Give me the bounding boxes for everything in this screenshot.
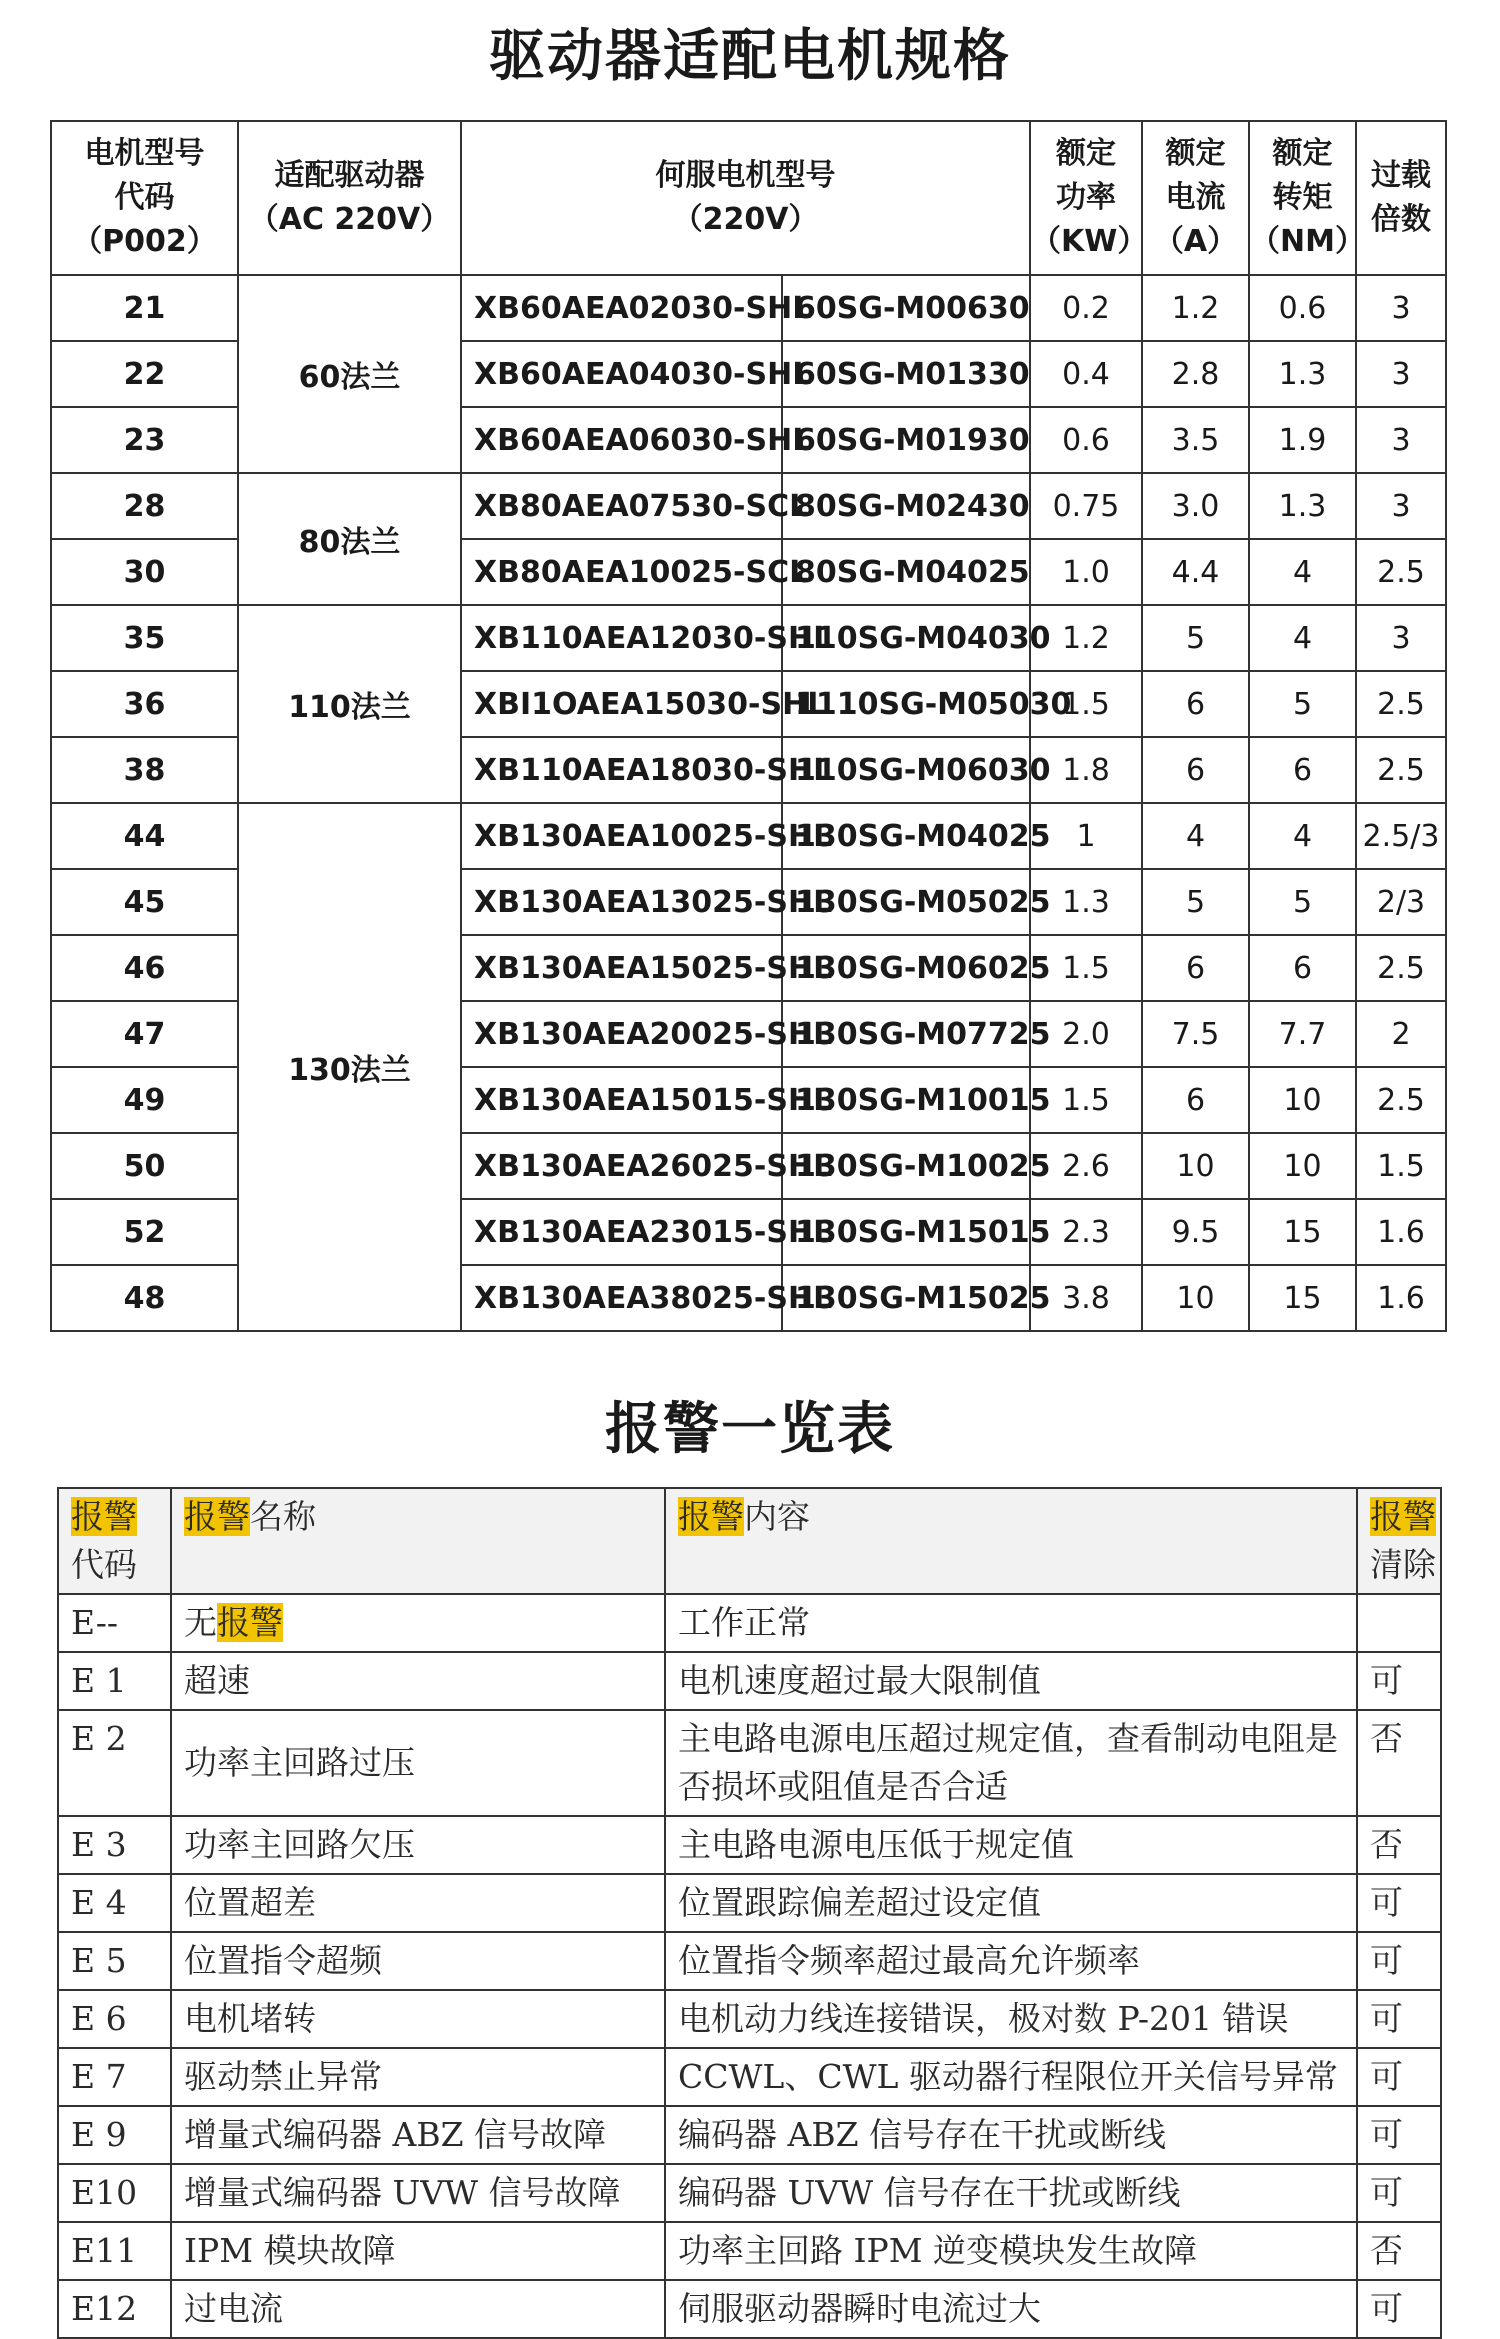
alarm-table — [57, 1487, 1442, 2339]
rated-current: 3.5 — [1142, 407, 1249, 473]
rated-power: 3.8 — [1030, 1265, 1142, 1331]
alarm-content: 工作正常 — [665, 1594, 1357, 1652]
motor-model-xb: XBI1OAEA15030-SHL — [461, 671, 782, 737]
alarm-code: E 9 — [58, 2106, 171, 2164]
motor-code: 23 — [51, 407, 238, 473]
motor-model-sg: 130SG-M15025 — [782, 1265, 1030, 1331]
alarm-row — [58, 1932, 1441, 1990]
rated-current: 1.2 — [1142, 275, 1249, 341]
motor-row — [51, 605, 1446, 671]
rated-power: 1.5 — [1030, 935, 1142, 1001]
overload-ratio: 3 — [1356, 407, 1446, 473]
overload-ratio: 2.5/3 — [1356, 803, 1446, 869]
alarm-code: E10 — [58, 2164, 171, 2222]
rated-current: 5 — [1142, 869, 1249, 935]
motor-model-sg: 130SG-M05025 — [782, 869, 1030, 935]
flange-size: 80法兰 — [238, 473, 461, 605]
alarm-code: E12 — [58, 2280, 171, 2338]
alarm-clear: 可 — [1357, 2280, 1441, 2338]
rated-current: 3.0 — [1142, 473, 1249, 539]
motor-spec-title: 驱动器适配电机规格 — [489, 24, 1011, 89]
rated-torque: 5 — [1249, 869, 1356, 935]
header-current: 额定 电流 （A） — [1142, 121, 1249, 275]
alarm-row — [58, 1816, 1441, 1874]
overload-ratio: 2.5 — [1356, 671, 1446, 737]
motor-code: 35 — [51, 605, 238, 671]
overload-ratio: 2.5 — [1356, 539, 1446, 605]
motor-code: 48 — [51, 1265, 238, 1331]
header-alarm-name: 报警名称 — [171, 1488, 665, 1594]
alarm-code: E 4 — [58, 1874, 171, 1932]
alarm-code: E-- — [58, 1594, 171, 1652]
motor-model-sg: 60SG-M01930 — [782, 407, 1030, 473]
rated-current: 2.8 — [1142, 341, 1249, 407]
motor-model-xb: XB60AEA04030-SHL — [461, 341, 782, 407]
rated-power: 0.2 — [1030, 275, 1142, 341]
rated-power: 1.2 — [1030, 605, 1142, 671]
alarm-name: 过电流 — [171, 2280, 665, 2338]
motor-row — [51, 473, 1446, 539]
alarm-code: E11 — [58, 2222, 171, 2280]
rated-torque: 15 — [1249, 1199, 1356, 1265]
overload-ratio: 2.5 — [1356, 1067, 1446, 1133]
rated-power: 1.0 — [1030, 539, 1142, 605]
overload-ratio: 3 — [1356, 605, 1446, 671]
alarm-clear: 可 — [1357, 1990, 1441, 2048]
overload-ratio: 3 — [1356, 341, 1446, 407]
alarm-clear: 可 — [1357, 1652, 1441, 1710]
rated-current: 10 — [1142, 1133, 1249, 1199]
alarm-code: E 3 — [58, 1816, 171, 1874]
motor-model-xb: XB110AEA18030-SHL — [461, 737, 782, 803]
alarm-row — [58, 1990, 1441, 2048]
motor-model-xb: XB130AEA20025-SHL — [461, 1001, 782, 1067]
motor-model-sg: 80SG-M02430 — [782, 473, 1030, 539]
rated-power: 1.5 — [1030, 671, 1142, 737]
alarm-row — [58, 1874, 1441, 1932]
header-alarm-code: 报警 代码 — [58, 1488, 171, 1594]
overload-ratio: 1.6 — [1356, 1265, 1446, 1331]
alarm-row — [58, 1594, 1441, 1652]
rated-torque: 4 — [1249, 803, 1356, 869]
alarm-clear — [1357, 1594, 1441, 1652]
rated-power: 1.8 — [1030, 737, 1142, 803]
alarm-row — [58, 1710, 1441, 1816]
header-power: 额定 功率 （KW） — [1030, 121, 1142, 275]
alarm-name: 功率主回路欠压 — [171, 1816, 665, 1874]
motor-model-xb: XB130AEA15025-SHL — [461, 935, 782, 1001]
alarm-row — [58, 2048, 1441, 2106]
motor-model-sg: 80SG-M04025 — [782, 539, 1030, 605]
motor-model-sg: 130SG-M06025 — [782, 935, 1030, 1001]
header-torque: 额定 转矩 （NM） — [1249, 121, 1356, 275]
rated-current: 6 — [1142, 737, 1249, 803]
overload-ratio: 2/3 — [1356, 869, 1446, 935]
rated-torque: 1.3 — [1249, 473, 1356, 539]
rated-current: 9.5 — [1142, 1199, 1249, 1265]
alarm-content: CCWL、CWL 驱动器行程限位开关信号异常 — [665, 2048, 1357, 2106]
rated-torque: 6 — [1249, 935, 1356, 1001]
rated-torque: 10 — [1249, 1133, 1356, 1199]
rated-power: 1.5 — [1030, 1067, 1142, 1133]
alarm-clear: 可 — [1357, 2048, 1441, 2106]
alarm-name: IPM 模块故障 — [171, 2222, 665, 2280]
overload-ratio: 2.5 — [1356, 935, 1446, 1001]
alarm-content: 电机动力线连接错误，极对数 P-201 错误 — [665, 1990, 1357, 2048]
rated-current: 4.4 — [1142, 539, 1249, 605]
rated-power: 0.6 — [1030, 407, 1142, 473]
alarm-name: 增量式编码器 UVW 信号故障 — [171, 2164, 665, 2222]
alarm-name: 电机堵转 — [171, 1990, 665, 2048]
rated-torque: 5 — [1249, 671, 1356, 737]
overload-ratio: 1.6 — [1356, 1199, 1446, 1265]
alarm-name: 功率主回路过压 — [171, 1710, 665, 1816]
alarm-clear: 可 — [1357, 2106, 1441, 2164]
flange-size: 130法兰 — [238, 803, 461, 1331]
rated-torque: 1.3 — [1249, 341, 1356, 407]
alarm-content: 功率主回路 IPM 逆变模块发生故障 — [665, 2222, 1357, 2280]
rated-power: 0.4 — [1030, 341, 1142, 407]
alarm-row — [58, 2222, 1441, 2280]
alarm-name: 驱动禁止异常 — [171, 2048, 665, 2106]
rated-current: 6 — [1142, 671, 1249, 737]
motor-row — [51, 803, 1446, 869]
motor-code: 38 — [51, 737, 238, 803]
rated-power: 2.0 — [1030, 1001, 1142, 1067]
motor-model-xb: XB130AEA26025-SHL — [461, 1133, 782, 1199]
alarm-clear: 否 — [1357, 2222, 1441, 2280]
alarm-code: E 5 — [58, 1932, 171, 1990]
overload-ratio: 3 — [1356, 473, 1446, 539]
alarm-clear: 可 — [1357, 1874, 1441, 1932]
motor-code: 45 — [51, 869, 238, 935]
motor-model-sg: 130SG-M10025 — [782, 1133, 1030, 1199]
motor-model-xb: XB130AEA10025-SHL — [461, 803, 782, 869]
motor-code: 22 — [51, 341, 238, 407]
motor-model-xb: XB130AEA23015-SHL — [461, 1199, 782, 1265]
motor-code: 50 — [51, 1133, 238, 1199]
motor-code: 21 — [51, 275, 238, 341]
alarm-content: 编码器 UVW 信号存在干扰或断线 — [665, 2164, 1357, 2222]
motor-model-sg: 60SG-M00630 — [782, 275, 1030, 341]
alarm-name: 无报警 — [171, 1594, 665, 1652]
alarm-row — [58, 2106, 1441, 2164]
alarm-code: E 1 — [58, 1652, 171, 1710]
rated-power: 2.6 — [1030, 1133, 1142, 1199]
alarm-name: 增量式编码器 ABZ 信号故障 — [171, 2106, 665, 2164]
motor-code: 36 — [51, 671, 238, 737]
alarm-list-title: 报警一览表 — [605, 1397, 895, 1462]
rated-torque: 10 — [1249, 1067, 1356, 1133]
flange-size: 110法兰 — [238, 605, 461, 803]
motor-model-xb: XB60AEA02030-SHL — [461, 275, 782, 341]
header-overload: 过载 倍数 — [1356, 121, 1446, 275]
motor-model-sg: 130SG-M15015 — [782, 1199, 1030, 1265]
rated-torque: 6 — [1249, 737, 1356, 803]
rated-current: 10 — [1142, 1265, 1249, 1331]
rated-torque: 4 — [1249, 605, 1356, 671]
alarm-content: 伺服驱动器瞬时电流过大 — [665, 2280, 1357, 2338]
motor-row — [51, 275, 1446, 341]
alarm-table-header — [58, 1488, 1441, 1594]
overload-ratio: 3 — [1356, 275, 1446, 341]
alarm-content: 主电路电源电压超过规定值，查看制动电阻是否损坏或阻值是否合适 — [665, 1710, 1357, 1816]
rated-power: 1 — [1030, 803, 1142, 869]
rated-current: 6 — [1142, 1067, 1249, 1133]
motor-model-xb: XB80AEA07530-SCL — [461, 473, 782, 539]
motor-model-xb: XB130AEA15015-SHL — [461, 1067, 782, 1133]
alarm-row — [58, 1652, 1441, 1710]
motor-code: 49 — [51, 1067, 238, 1133]
motor-code: 47 — [51, 1001, 238, 1067]
overload-ratio: 2.5 — [1356, 737, 1446, 803]
motor-model-sg: 130SG-M07725 — [782, 1001, 1030, 1067]
alarm-name: 位置超差 — [171, 1874, 665, 1932]
rated-current: 4 — [1142, 803, 1249, 869]
alarm-code: E 6 — [58, 1990, 171, 2048]
alarm-name: 超速 — [171, 1652, 665, 1710]
rated-torque: 15 — [1249, 1265, 1356, 1331]
motor-code: 46 — [51, 935, 238, 1001]
motor-code: 28 — [51, 473, 238, 539]
header-alarm-content: 报警内容 — [665, 1488, 1357, 1594]
motor-model-sg: 60SG-M01330 — [782, 341, 1030, 407]
motor-model-xb: XB130AEA13025-SHL — [461, 869, 782, 935]
alarm-code: E 7 — [58, 2048, 171, 2106]
rated-torque: 4 — [1249, 539, 1356, 605]
motor-model-sg: 1110SG-M05030 — [782, 671, 1030, 737]
alarm-clear: 可 — [1357, 2164, 1441, 2222]
overload-ratio: 1.5 — [1356, 1133, 1446, 1199]
motor-model-xb: XB60AEA06030-SHL — [461, 407, 782, 473]
alarm-code: E 2 — [58, 1710, 171, 1816]
alarm-clear: 可 — [1357, 1932, 1441, 1990]
motor-model-sg: 130SG-M10015 — [782, 1067, 1030, 1133]
motor-code: 44 — [51, 803, 238, 869]
rated-torque: 1.9 — [1249, 407, 1356, 473]
alarm-row — [58, 2164, 1441, 2222]
alarm-clear: 否 — [1357, 1816, 1441, 1874]
rated-torque: 7.7 — [1249, 1001, 1356, 1067]
rated-torque: 0.6 — [1249, 275, 1356, 341]
rated-current: 5 — [1142, 605, 1249, 671]
motor-code: 30 — [51, 539, 238, 605]
alarm-clear: 否 — [1357, 1710, 1441, 1816]
flange-size: 60法兰 — [238, 275, 461, 473]
header-motor-code: 电机型号 代码 （P002） — [51, 121, 238, 275]
motor-spec-table — [50, 120, 1447, 1332]
rated-current: 7.5 — [1142, 1001, 1249, 1067]
overload-ratio: 2 — [1356, 1001, 1446, 1067]
rated-power: 1.3 — [1030, 869, 1142, 935]
header-motor-model: 何服电机型号 （220V） — [461, 121, 1030, 275]
motor-model-sg: 130SG-M04025 — [782, 803, 1030, 869]
motor-model-xb: XB130AEA38025-SHL — [461, 1265, 782, 1331]
motor-model-xb: XB110AEA12030-SHL — [461, 605, 782, 671]
rated-power: 0.75 — [1030, 473, 1142, 539]
alarm-content: 编码器 ABZ 信号存在干扰或断线 — [665, 2106, 1357, 2164]
header-driver: 适配驱动器 （AC 220V） — [238, 121, 461, 275]
alarm-content: 电机速度超过最大限制值 — [665, 1652, 1357, 1710]
header-alarm-clear: 报警 清除 — [1357, 1488, 1441, 1594]
motor-model-sg: 110SG-M06030 — [782, 737, 1030, 803]
motor-table-header — [51, 121, 1446, 275]
alarm-row — [58, 2280, 1441, 2338]
motor-code: 52 — [51, 1199, 238, 1265]
motor-model-xb: XB80AEA10025-SCL — [461, 539, 782, 605]
alarm-content: 主电路电源电压低于规定值 — [665, 1816, 1357, 1874]
motor-model-sg: 110SG-M04030 — [782, 605, 1030, 671]
rated-power: 2.3 — [1030, 1199, 1142, 1265]
rated-current: 6 — [1142, 935, 1249, 1001]
alarm-content: 位置指令频率超过最高允许频率 — [665, 1932, 1357, 1990]
alarm-content: 位置跟踪偏差超过设定值 — [665, 1874, 1357, 1932]
alarm-name: 位置指令超频 — [171, 1932, 665, 1990]
